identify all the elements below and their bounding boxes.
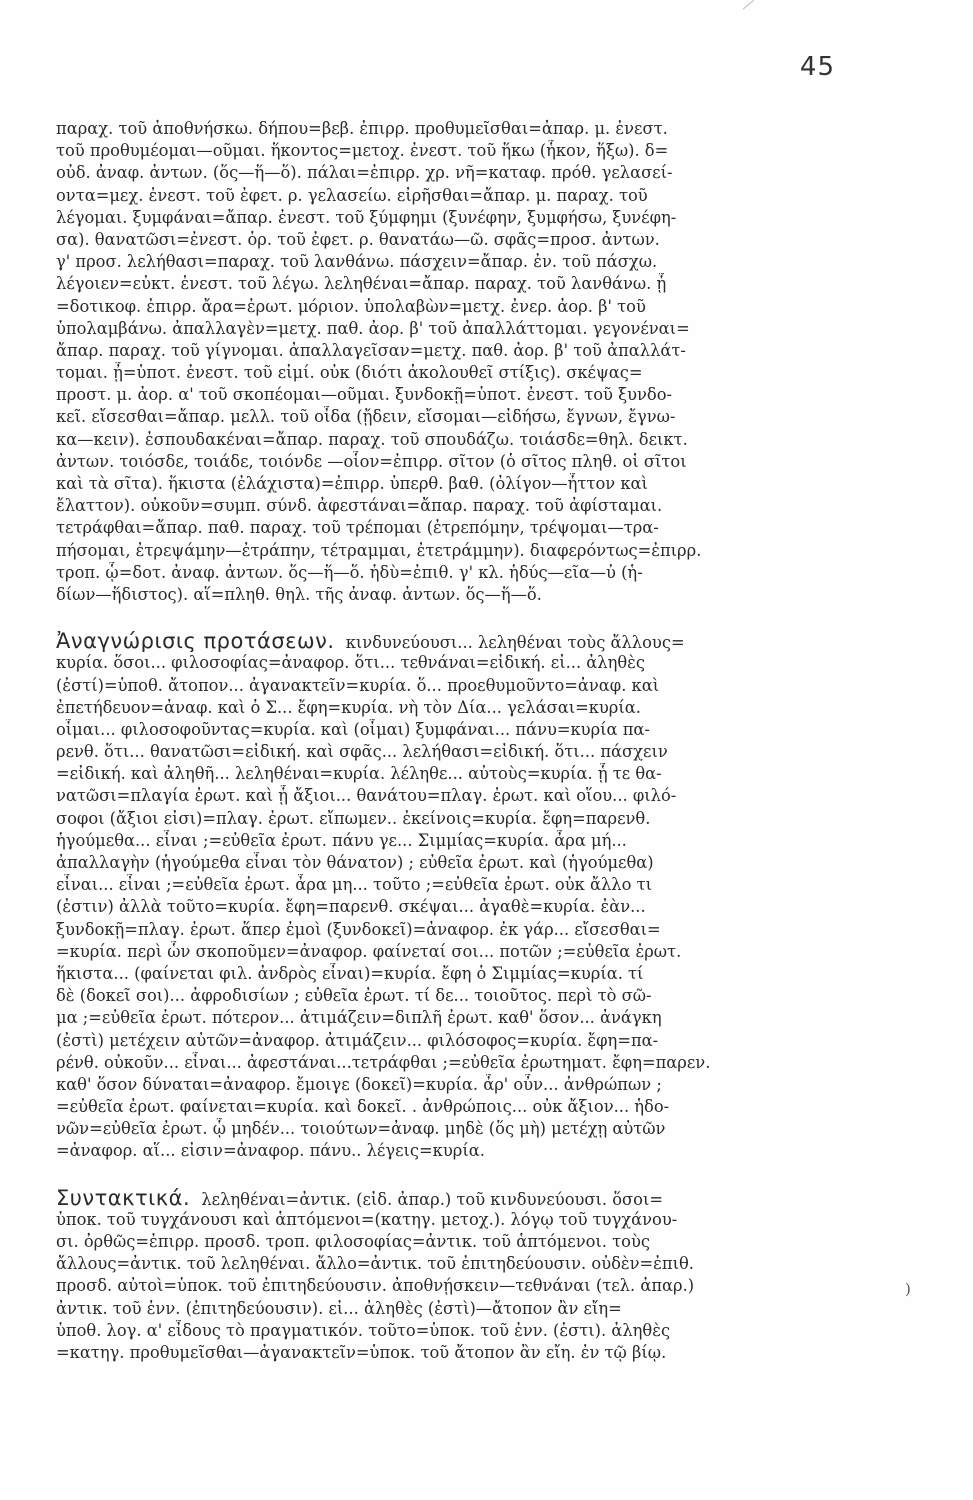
text-line: κυρία. ὅσοι... φιλοσοφίας=ἀναφορ. ὅτι... τεθνάναι=εἰδική. εἰ... ἀληθὲς [56,653,646,673]
section-gap [56,606,848,630]
text-line: ἥκιστα... (φαίνεται φιλ. ἀνδρὸς εἶναι)=κυρία. ἔφη ὁ Σιμμίας=κυρία. τί [56,963,644,983]
margin-mark: ) [905,1280,911,1298]
section-syntax-first-line: λεληθέναι=ἀντικ. (εἰδ. ἀπαρ.) τοῦ κινδυνεύουσι. ὅσοι= [201,1189,663,1209]
text-line: ρενθ. ὅτι... θανατῶσι=εἰδική. καὶ σφᾶς... λελήθασι=εἰδική. ὅτι... πάσχειν [56,742,668,762]
text-line: οὐδ. ἀναφ. ἀντων. (ὅς—ἥ—ὅ). πάλαι=ἐπιρρ. χρ. νῆ=καταφ. πρόθ. γελασεί- [56,163,673,183]
text-line: τετράφθαι=ἄπαρ. παθ. παραχ. τοῦ τρέπομαι (ἐτρεπόμην, τρέψομαι—τρα- [56,518,659,538]
text-line: τοῦ προθυμέομαι—οῦμαι. ἥκοντος=μετοχ. ἐνεστ. τοῦ ἥκω (ἧκον, ἥξω). δ= [56,141,669,161]
text-line: κεῖ. εἴσεσθαι=ἄπαρ. μελλ. τοῦ οἶδα (ᾔδειν, εἴσομαι—εἰδήσω, ἔγνων, ἔγνω- [56,407,676,427]
text-line: =ἀναφορ. αἵ... εἰσιν=ἀναφορ. πάνυ.. λέγεις=κυρία. [56,1141,485,1161]
text-line: γ' προσ. λελήθασι=παραχ. τοῦ λανθάνω. πάσχειν=ἄπαρ. ἐν. τοῦ πάσχω. [56,252,658,272]
text-line: (ἐστιν) ἀλλὰ τοῦτο=κυρία. ἔφη=παρενθ. σκέψαι... ἀγαθὲ=κυρία. ἐὰν... [56,897,646,917]
section-recognition-heading-line [56,630,848,652]
section-gap [56,1163,848,1187]
text-line: ἡγούμεθα... εἶναι ;=εὐθεῖα ἐρωτ. πάνυ γε... Σιμμίας=κυρία. ἆρα μή... [56,830,627,850]
text-line: ἄλλους=ἀντικ. τοῦ λεληθέναι. ἄλλο=ἀντικ. τοῦ ἐπιτηδεύουσιν. οὐδὲν=ἐπιθ. [56,1254,694,1274]
text-line: ἀντικ. τοῦ ἐνν. (ἐπιτηδεύουσιν). εἰ... ἀληθὲς (ἐστὶ)—ἄτοπον ἂν εἴη= [56,1298,622,1318]
text-line: δίων—ἥδιστος). αἵ=πληθ. θηλ. τῆς ἀναφ. ἀντων. ὅς—ἥ—ὅ. [56,584,542,604]
text-line: καθ' ὅσον δύναται=ἀναφορ. ἔμοιγε (δοκεῖ)=κυρία. ἆρ' οὖν... ἀνθρώπων ; [56,1074,662,1094]
section-recognition [56,630,848,1163]
page-number: 45 [799,52,835,82]
text-line: προστ. μ. ἀορ. α' τοῦ σκοπέομαι—οῦμαι. ξυνδοκῇ=ὑποτ. ἐνεστ. τοῦ ξυνδο- [56,385,672,405]
text-line: νῶν=εὐθεῖα ἐρωτ. ᾧ μηδέν... τοιούτων=ἀναφ. μηδὲ (ὅς μὴ) μετέχῃ αὐτῶν [56,1119,666,1139]
text-line: ὑποκ. τοῦ τυγχάνουσι καὶ ἁπτόμενοι=(κατηγ. μετοχ.). λόγῳ τοῦ τυγχάνου- [56,1209,678,1229]
text-line: μα ;=εὐθεῖα ἐρωτ. πότερον... ἀτιμάζειν=διπλῆ ἐρωτ. καθ' ὅσον... ἀνάγκη [56,1008,662,1028]
text-line: παραχ. τοῦ ἀποθνήσκω. δήπου=βεβ. ἐπιρρ. προθυμεῖσθαι=ἀπαρ. μ. ἐνεστ. [56,119,668,138]
text-line: καὶ τὰ σῖτα). ἥκιστα (ἐλάχιστα)=ἐπιρρ. ὑπερθ. βαθ. (ὀλίγον—ἧττον καὶ [56,474,648,493]
text-line: ἐπετήδευον=ἀναφ. καὶ ὁ Σ... ἔφη=κυρία. νὴ τὸν Δία... γελάσαι=κυρία. [56,697,641,717]
text-line: =εὐθεῖα ἐρωτ. φαίνεται=κυρία. καὶ δοκεῖ. . ἀνθρώποις... οὐκ ἄξιον... ἡδο- [56,1097,670,1117]
text-line: νατῶσι=πλαγία ἐρωτ. καὶ ᾗ ἄξιοι... θανάτου=πλαγ. ἐρωτ. καὶ οἵου... φιλό- [56,786,677,806]
text-line: ἀπαλλαγὴν (ἡγούμεθα εἶναι τὸν θάνατον) ; εὐθεῖα ἐρωτ. καὶ (ἡγούμεθα) [56,853,654,872]
text-line: κα—κειν). ἐσπουδακέναι=ἄπαρ. παραχ. τοῦ σπουδάζω. τοιάσδε=θηλ. δεικτ. [56,429,688,449]
text-line: σι. ὀρθῶς=ἐπιρρ. προσδ. τροπ. φιλοσοφίας=ἀντικ. τοῦ ἁπτόμενοι. τοὺς [56,1232,650,1251]
text-line: (ἐστί)=ὑποθ. ἄτοπον... ἀγανακτεῖν=κυρία. ὅ... προεθυμοῦντο=ἀναφ. καὶ [56,675,660,695]
text-line: λέγοιεν=εὐκτ. ἐνεστ. τοῦ λέγω. λεληθέναι=ἄπαρ. παραχ. τοῦ λανθάνω. ᾗ [56,274,667,294]
section-recognition-title: Ἀναγνώρισις προτάσεων. [56,630,335,653]
text-line: δὲ (δοκεῖ σοι)... ἀφροδισίων ; εὐθεῖα ἐρωτ. τί δε... τοιοῦτος. περὶ τὸ σῶ- [56,986,652,1006]
text-line: σοφοι (ἄξιοι εἰσι)=πλαγ. ἐρωτ. εἴπωμεν.. ἐκείνοις=κυρία. ἔφη=παρενθ. [56,808,651,828]
text-line: ξυνδοκῇ=πλαγ. ἐρωτ. ἅπερ ἐμοὶ (ξυνδοκεῖ)=ἀναφορ. ἐκ γάρ... εἴσεσθαι= [56,919,661,939]
text-line: =κατηγ. προθυμεῖσθαι—ἀγανακτεῖν=ὑποκ. τοῦ ἄτοπον ἂν εἴη. ἐν τῷ βίῳ. [56,1342,667,1362]
section-syntax-title: Συντακτικά. [56,1186,191,1209]
text-line: ὑποθ. λογ. α' εἶδους τὸ πραγματικόν. τοῦτο=ὑποκ. τοῦ ἐνν. (ἐστι). ἀληθὲς [56,1320,671,1340]
text-line: =κυρία. περὶ ὧν σκοποῦμεν=ἀναφορ. φαίνεταί σοι... ποτῶν ;=εὐθεῖα ἐρωτ. [56,941,682,961]
text-line: λέγομαι. ξυμφάναι=ἄπαρ. ἐνεστ. τοῦ ξύμφημι (ξυνέφην, ξυμφήσω, ξυνέφη- [56,207,677,227]
text-line: προσδ. αὐτοὶ=ὑποκ. τοῦ ἐπιτηδεύουσιν. ἀποθνῄσκειν—τεθνάναι (τελ. ἀπαρ.) [56,1276,695,1296]
text-line: ἔλαττον). οὐκοῦν=συμπ. σύνδ. ἀφεστάναι=ἄπαρ. παραχ. τοῦ ἀφίσταμαι. [56,496,663,516]
text-line: σα). θανατῶσι=ἐνεστ. ὁρ. τοῦ ἐφετ. ρ. θανατάω—ῶ. σφᾶς=προσ. ἀντων. [56,229,660,249]
scan-mark [743,0,756,11]
recognition-notes [56,652,848,1162]
page-body [56,118,848,1364]
text-line: τομαι. ᾖ=ὑποτ. ἐνεστ. τοῦ εἰμί. οὐκ (διότι ἀκολουθεῖ στίξις). σκέψας= [56,363,643,383]
section-syntax-heading-line [56,1187,848,1209]
text-line: ἀντων. τοιόσδε, τοιάδε, τοιόνδε —οἷον=ἐπιρρ. σῖτον (ὁ σῖτος πληθ. οἱ σῖτοι [56,451,687,471]
text-line: οἶμαι... φιλοσοφοῦντας=κυρία. καὶ (οἶμαι) ξυμφάναι... πάνυ=κυρία πα- [56,719,650,739]
text-line: ὑπολαμβάνω. ἀπαλλαγὲν=μετχ. παθ. ἀορ. β' τοῦ ἀπαλλάττομαι. γεγονέναι= [56,318,690,338]
text-line: πήσομαι, ἐτρεψάμην—ἐτράπην, τέτραμμαι, ἐτετράμμην). διαφερόντως=ἐπιρρ. [56,540,702,560]
text-line: (ἐστὶ) μετέχειν αὐτῶν=ἀναφορ. ἀτιμάζειν... φιλόσοφος=κυρία. ἔφη=πα- [56,1030,659,1050]
text-line: εἶναι... εἶναι ;=εὐθεῖα ἐρωτ. ἆρα μη... τοῦτο ;=εὐθεῖα ἐρωτ. οὐκ ἄλλο τι [56,875,652,895]
text-line: τροπ. ᾧ=δοτ. ἀναφ. ἀντων. ὅς—ἥ—ὅ. ἡδὺ=ἐπιθ. γ' κλ. ἡδύς—εῖα—ὐ (ἡ- [56,562,643,582]
section-syntax [56,1187,848,1365]
text-line: ἄπαρ. παραχ. τοῦ γίγνομαι. ἀπαλλαγεῖσαν=μετχ. παθ. ἀορ. β' τοῦ ἀπαλλάτ- [56,340,686,360]
section-recognition-first-line: κινδυνεύουσι... λεληθέναι τοὺς ἄλλους= [345,633,685,653]
text-line: =δοτικοφ. ἐπιρρ. ἄρα=ἐρωτ. μόριον. ὑπολαβὼν=μετχ. ἐνερ. ἀορ. β' τοῦ [56,296,646,316]
text-line: =εἰδική. καὶ ἀληθῆ... λεληθέναι=κυρία. λέληθε... αὐτοὺς=κυρία. ᾗ τε θα- [56,764,662,784]
text-line: οντα=μεχ. ἐνεστ. τοῦ ἐφετ. ρ. γελασείω. εἰρῆσθαι=ἄπαρ. μ. παραχ. τοῦ [56,185,648,205]
text-line: ρένθ. οὐκοῦν... εἶναι... ἀφεστάναι...τετράφθαι ;=εὐθεῖα ἐρωτηματ. ἔφη=παρεν. [56,1052,711,1072]
syntax-notes [56,1209,848,1364]
vocabulary-notes [56,118,848,606]
